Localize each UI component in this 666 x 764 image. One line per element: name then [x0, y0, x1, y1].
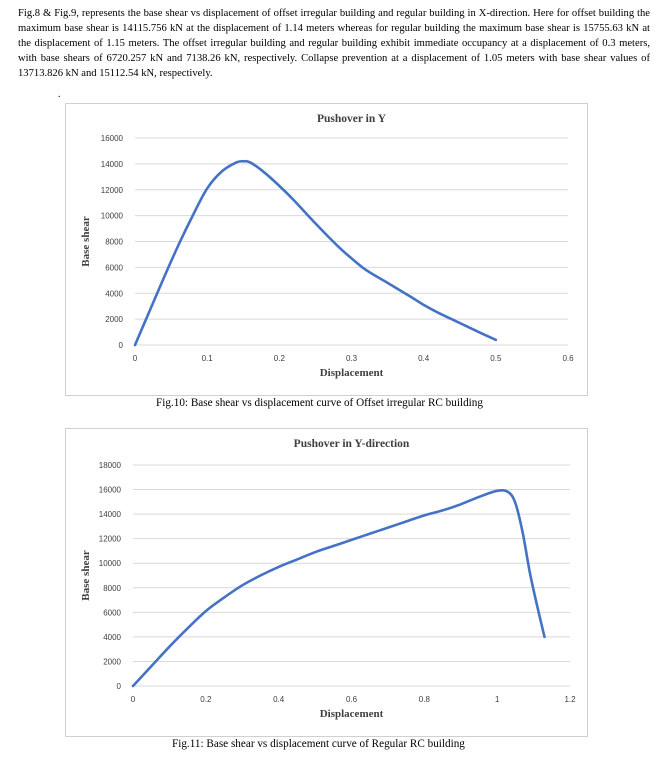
chart-frame-fig10: [65, 103, 588, 396]
y-tick-label: 6000: [105, 263, 123, 273]
y-tick-label: 2000: [105, 315, 123, 325]
y-tick-label: 0: [116, 682, 121, 691]
y-tick-label: 10000: [98, 559, 121, 569]
y-tick-label: 12000: [98, 534, 121, 544]
x-tick-label: 0.6: [562, 354, 574, 363]
chart-title: Pushover in Y: [316, 113, 387, 125]
pushover-chart-regular: [66, 429, 587, 736]
x-tick-label: 0.4: [418, 354, 430, 363]
x-axis-label: Displacement: [319, 708, 384, 720]
y-tick-label: 14000: [100, 159, 123, 169]
x-tick-label: 0.2: [273, 354, 285, 363]
y-tick-label: 4000: [103, 632, 121, 642]
chart-frame-fig11: [65, 428, 588, 737]
y-tick-label: 16000: [98, 485, 121, 495]
x-tick-label: 0: [132, 354, 138, 363]
x-tick-label: 0.4: [273, 695, 285, 704]
y-tick-label: 2000: [103, 657, 121, 667]
y-tick-label: 0: [118, 341, 123, 350]
y-tick-label: 4000: [105, 289, 123, 299]
x-tick-label: 1: [494, 695, 500, 704]
y-tick-label: 8000: [105, 237, 123, 247]
y-axis-label: Base shear: [80, 550, 92, 601]
x-tick-label: 0.2: [200, 695, 212, 704]
pushover-chart-offset: [66, 104, 587, 395]
y-tick-label: 10000: [100, 211, 123, 221]
y-tick-label: 14000: [98, 510, 121, 520]
chart-title: Pushover in Y-direction: [293, 438, 410, 450]
y-tick-label: 8000: [103, 583, 121, 593]
y-tick-label: 18000: [98, 461, 121, 470]
y-tick-label: 6000: [103, 608, 121, 618]
series-line: [135, 161, 496, 345]
x-tick-label: 0.8: [418, 695, 430, 704]
body-paragraph: Fig.8 & Fig.9, represents the base shear vs displacement of offset irregular building and regular building in X-direction. Here for offset building the maximum base shear is 14115.756 kN at the displacement of 1.14 meters whereas for regular building the maximum base shear is 15755.63 kN at the displacement of 1.15 meters. The offset irregular building and regular building exhibit immediate occupancy at a displacement of 0.3 meters, with base shears of 6720.257 kN and 7138.26 kN, respectively. Collapse prevention at a displacement of 1.05 meters with base shear values of 13713.826 kN and 15112.54 kN, respectively.: [18, 8, 650, 79]
caption-fig10: Fig.10: Base shear vs displacement curve of Offset irregular RC building: [156, 397, 483, 409]
y-axis-label: Base shear: [80, 216, 92, 267]
x-axis-label: Displacement: [319, 367, 384, 379]
x-tick-label: 0.6: [345, 695, 358, 704]
x-tick-label: 1.2: [564, 695, 576, 704]
y-tick-label: 16000: [100, 134, 123, 143]
x-tick-label: 0.5: [490, 354, 502, 363]
x-tick-label: 0: [130, 695, 136, 704]
x-tick-label: 0.3: [345, 354, 358, 363]
x-tick-label: 0.1: [201, 354, 213, 363]
stray-mark: .: [58, 89, 61, 100]
y-tick-label: 12000: [100, 185, 123, 195]
caption-fig11: Fig.11: Base shear vs displacement curve of Regular RC building: [172, 738, 465, 750]
